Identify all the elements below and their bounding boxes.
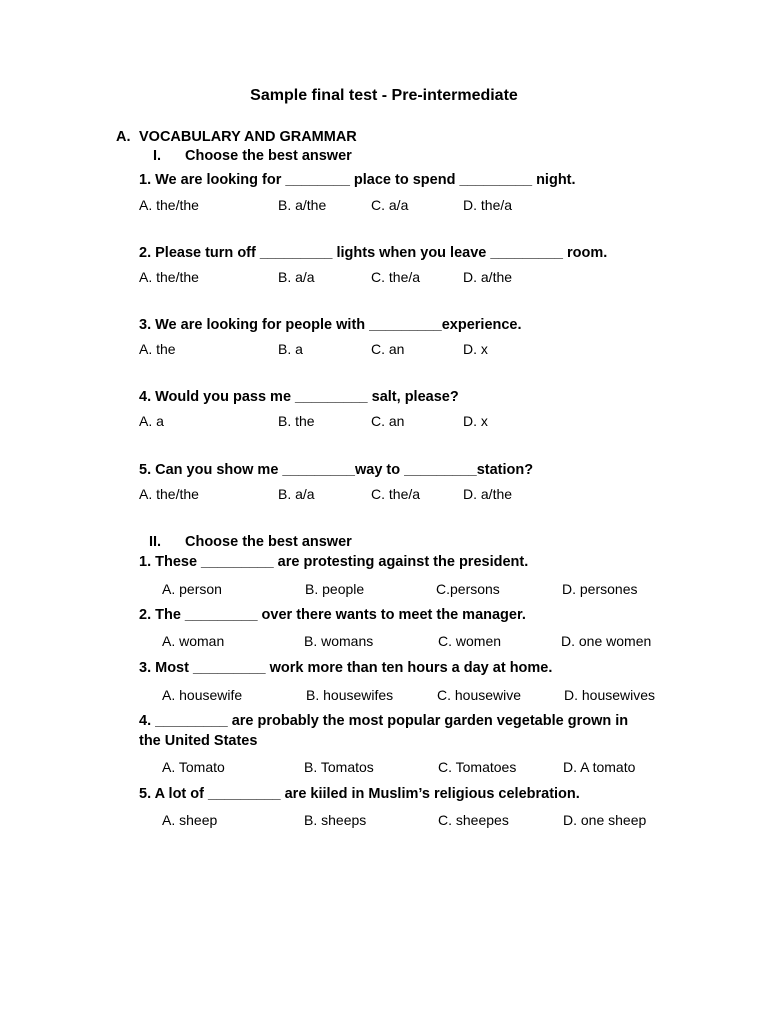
part2-question-1: 1. These _________ are protesting against the president. (139, 554, 529, 570)
part2-question-2: 2. The _________ over there wants to meet the manager. (139, 607, 526, 623)
part2-marker: II. (149, 534, 162, 550)
part1-q2-option-d: D. a/the (463, 269, 513, 285)
part2-q2-option-b: B. womans (304, 633, 374, 649)
part2-question-4-line1: 4. _________ are probably the most popular garden vegetable grown in (139, 713, 629, 729)
part1-marker: I. (153, 148, 162, 164)
part1-question-1: 1. We are looking for ________ place to spend _________ night. (139, 172, 576, 188)
part2-q4-option-a: A. Tomato (162, 759, 225, 775)
part1-q5-option-c: C. the/a (371, 486, 421, 502)
part1-q2-option-b: B. a/a (278, 269, 315, 285)
part1-q1-option-d: D. the/a (463, 197, 513, 213)
part1-q4-option-b: B. the (278, 413, 315, 429)
part2-q3-option-a: A. housewife (162, 687, 243, 703)
part2-q3-option-d: D. housewives (564, 687, 656, 703)
document-title: Sample final test - Pre-intermediate (250, 87, 518, 104)
part2-q2-option-c: C. women (438, 633, 502, 649)
part2-q4-option-d: D. A tomato (563, 759, 636, 775)
part1-heading: Choose the best answer (185, 148, 352, 164)
part1-question-2: 2. Please turn off _________ lights when you leave _________ room. (139, 245, 608, 261)
part1-q1-option-c: C. a/a (371, 197, 409, 213)
part2-q4-option-c: C. Tomatoes (438, 759, 517, 775)
part1-q5-option-a: A. the/the (139, 486, 199, 502)
part1-q3-option-b: B. a (278, 341, 303, 357)
part1-q2-option-a: A. the/the (139, 269, 199, 285)
part1-q4-option-a: A. a (139, 413, 164, 429)
part2-heading: Choose the best answer (185, 534, 352, 550)
part1-q5-option-b: B. a/a (278, 486, 315, 502)
part1-q2-option-c: C. the/a (371, 269, 421, 285)
part2-q1-option-d: D. persones (562, 581, 638, 597)
part1-q1-option-a: A. the/the (139, 197, 199, 213)
part2-question-5: 5. A lot of _________ are kiiled in Muslim’s religious celebration. (139, 786, 580, 802)
part1-question-4: 4. Would you pass me _________ salt, please? (139, 389, 459, 405)
part1-q4-option-c: C. an (371, 413, 405, 429)
part1-q1-option-b: B. a/the (278, 197, 327, 213)
section-a-heading: VOCABULARY AND GRAMMAR (139, 129, 357, 145)
part2-q1-option-c: C.persons (436, 581, 500, 597)
part1-q3-option-d: D. x (463, 341, 488, 357)
part1-q3-option-c: C. an (371, 341, 405, 357)
section-a-marker: A. (116, 129, 131, 145)
part2-q2-option-a: A. woman (162, 633, 225, 649)
part2-q5-option-a: A. sheep (162, 812, 218, 828)
part2-q5-option-d: D. one sheep (563, 812, 647, 828)
part1-question-3: 3. We are looking for people with _________experience. (139, 317, 522, 333)
part2-q3-option-c: C. housewive (437, 687, 522, 703)
part1-q5-option-d: D. a/the (463, 486, 513, 502)
part1-q3-option-a: A. the (139, 341, 176, 357)
part2-q5-option-c: C. sheepes (438, 812, 509, 828)
part2-q2-option-d: D. one women (561, 633, 652, 649)
part2-q5-option-b: B. sheeps (304, 812, 367, 828)
part2-q1-option-a: A. person (162, 581, 222, 597)
part2-q4-option-b: B. Tomatos (304, 759, 374, 775)
part2-q3-option-b: B. housewifes (306, 687, 394, 703)
part2-q1-option-b: B. people (305, 581, 365, 597)
part1-question-5: 5. Can you show me _________way to _________station? (139, 462, 534, 478)
part2-question-3: 3. Most _________ work more than ten hours a day at home. (139, 660, 553, 676)
part1-q4-option-d: D. x (463, 413, 488, 429)
part2-question-4-line2: the United States (139, 733, 258, 749)
